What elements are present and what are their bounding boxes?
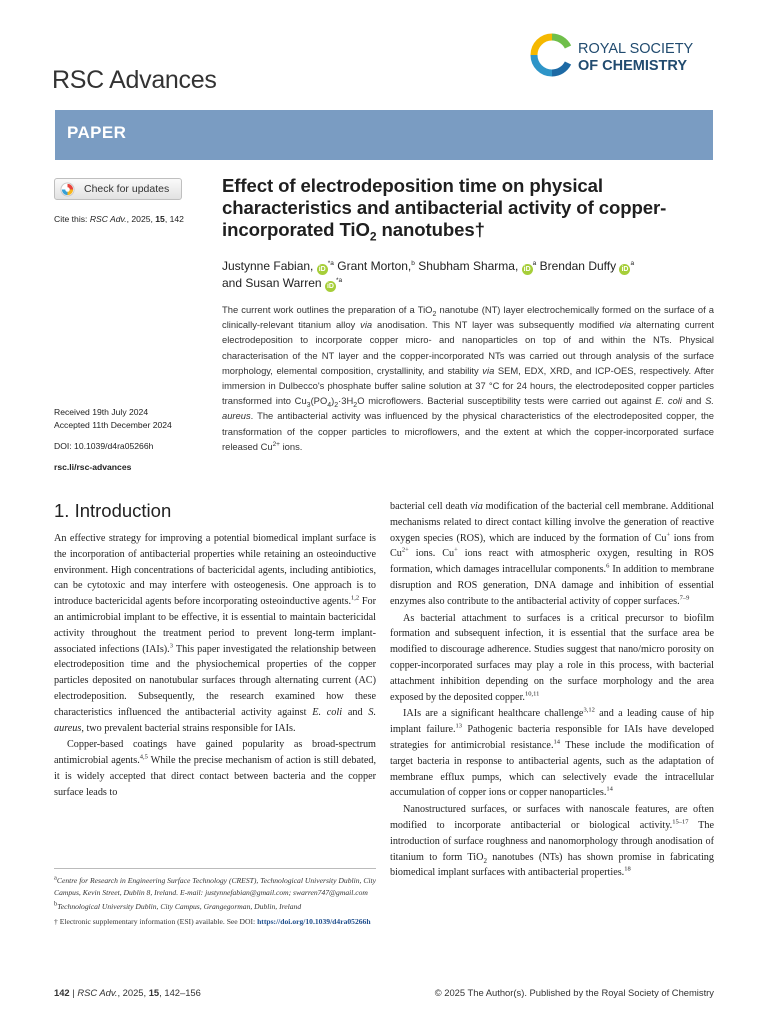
esi-note: † Electronic supplementary information (ESI) available. See DOI: https://doi.org/10.1039/d4ra05266h (54, 916, 371, 926)
paragraph: bacterial cell death via modification of the bacterial cell membrane. Additional mechanisms related to direct contact killing involve the generation of reactive oxygen species (ROS), which are induced by the formation of Cu+ ions from $Cu^{2+}$ ions. Cu+ ions react with atmospheric oxygen, resulting in ROS formation, which damages intracellular components.$^6$ In addition to membrane disruption and ROS generation, DNA damage and inhibition of essential enzymes also contribute to the antibacterial activity of copper surfaces.$^{7-9}$ (390, 501, 715, 607)
paragraph: IAIs are a significant healthcare challenge$^{3,12}$ and a leading cause of hip implant failure.$^{13}$ Pathogenic bacteria responsible for IAIs have developed strategies for antimicrobial resistance.$^{14}$ These include the modification of target bacteria in response to antibacterial agents, such as the adaptation of membrane efflux pumps, which can selectively evade the intracellular accumulation of copper ions or copper nanoparticles.$^{14}$ (390, 706, 714, 799)
footnote-divider (54, 868, 376, 869)
cite-journal: RSC Adv. (89, 214, 127, 224)
rsc-logo-mark-icon (530, 33, 574, 77)
journal-title: RSC Advances (52, 66, 217, 94)
orcid-icon[interactable]: iD (318, 266, 326, 273)
author[interactable]: Justynne Fabian, $iD^{*a}$ (222, 259, 334, 273)
cite-prefix: Cite this: (54, 214, 90, 224)
paragraph: Copper-based coatings have gained popularity as broad-spectrum antimicrobial agents.$^{4,5}$ While the precise mechanism of action is still debated, it is widely accepted that direct contact between bacteria and the copper surface leads to (54, 739, 376, 798)
citation-ref[interactable]: 13 (455, 722, 463, 730)
orcid-icon[interactable]: iD (621, 266, 629, 273)
citation-ref[interactable]: 10,11 (524, 690, 540, 698)
abstract: The current work outlines the preparation of a TiO$_2$ nanotube (NT) layer electrochemically formed on the surface of a clinically-relevant titanium alloy via anodisation. This NT layer was subsequently modified via alternating current electrodeposition to incorporate copper micro- and nanoparticles on top of and within the NTs. Physical characterisation of the NT layer and the copper-incorporated NTs was carried out through analysis of the surface morphology, elemental composition, crystallinity, and stability via SEM, EDX, XRD, and ICP-OES, respectively. After immersion in Dulbecco's phosphate buffer saline solution at 37 °C for 24 hours, the electrodeposited copper particles transformed into $Cu_3(PO_4)_2\cdot 3H_2O$ microflowers. Bacterial susceptibility tests were carried out against E. coli and S. aureus. The antibacterial activity was influenced by the physical characteristics of the electrodeposited copper, the transformation of the copper particles to microflowers, and the extent at which the copper-incorporated surface released $Cu^{2+}$ ions. (222, 304, 715, 452)
paragraph: An effective strategy for improving a potential biomedical implant surface is the incorporation of antibacterial properties while retaining an osteoinductive environment. High concentrations of bactericidal agents, including antibiotics, can be cytotoxic and may interfere with osteogenesis. One approach is to introduce bactericidal agents before incorporating osteoinductive agents.$^{1,2}$ For an antimicrobial implant to be effective, it is essential to maintain bactericidal activity throughout the treatment period to prevent long-term implant-associated infections (IAIs).$^3$ This paper investigated the relationship between electrodeposition time and the physiochemical properties of the copper particles deposited on nanotubular surfaces through alternating current (AC) electrodeposition. Subsequently, the research examined how these characteristics influenced the antibacterial activity against E. coli and S. aureus, two prevalent bacterial strains responsible for IAIs. (54, 533, 376, 734)
paragraph: Nanostructured surfaces, or surfaces with nanoscale features, are often modified to incorporate antibacterial or biological activity.$^{15-17}$ The introduction of surface roughness and nanomorphology through anodisation of titanium to form TiO$_2$ nanotubes (NTs) has shown promise in fabricating biomedical implant surfaces with antibacterial properties.$^{18}$ (390, 804, 714, 879)
cite-volume: 15 (155, 214, 165, 224)
orcid-icon[interactable]: iD (326, 283, 334, 290)
cite-year: , 2025, (126, 214, 156, 224)
check-for-updates-label: Check for updates (84, 183, 170, 195)
footnotes (54, 875, 376, 930)
citation-ref[interactable]: 3 (169, 642, 173, 650)
article-type-banner (55, 110, 713, 160)
page-number: 142 (54, 987, 70, 998)
citation-ref[interactable]: 14 (606, 785, 613, 793)
author-list (222, 258, 712, 292)
title-text: Effect of electrodeposition time on physical characteristics and antibacterial activity of copper-incorporated TiO (222, 175, 667, 240)
citation-ref[interactable]: 18 (624, 865, 631, 873)
citation-ref[interactable]: 3,12 (583, 706, 595, 714)
affiliation-a: $^a$Centre for Research in Engineering Surface Technology (CREST), Technological University Dublin, City Campus, Kevin Street, Dublin 8, Ireland. E-mail: justynnefabian@gmail.com; swarren747@gmail.com (54, 874, 376, 897)
title-subscript: 2 (369, 229, 377, 244)
body-column-right (390, 499, 714, 882)
section-heading-introduction: 1. Introduction (54, 500, 172, 521)
citation-ref[interactable]: 15–17 (672, 818, 689, 826)
citation-ref[interactable]: 7–9 (679, 594, 690, 602)
author[interactable]: and Susan Warren $iD^{*a}$ (222, 276, 343, 290)
article-dates (54, 406, 172, 432)
cite-page: , 142 (164, 214, 184, 224)
esi-doi-link[interactable]: https://doi.org/10.1039/d4ra05266h (257, 916, 371, 926)
citation-ref[interactable]: 1,2 (351, 594, 360, 602)
affiliation-b: $^b$Technological University Dublin, City Campus, Grangegorman, Dublin, Ireland (54, 900, 302, 912)
check-for-updates-button[interactable] (54, 178, 182, 200)
rsc-logo-line1: ROYAL SOCIETY (578, 41, 694, 57)
rsc-logo-line2: OF CHEMISTRY (578, 58, 688, 74)
journal-link[interactable]: rsc.li/rsc-advances (54, 462, 132, 472)
citation-ref[interactable]: 4,5 (139, 753, 148, 761)
accepted-date: Accepted 11th December 2024 (54, 420, 172, 430)
received-date: Received 19th July 2024 (54, 407, 149, 417)
paragraph: As bacterial attachment to surfaces is a critical precursor to biofilm formation and subsequent infection, it is essential that the surface area be modified to discourage adherence. Studies suggest that nano/micro porosity on copper-incorporated surfaces may play a role in this process, with bacterial attachment inhibition depending on the surface morphology and the area exposed by the deposited copper.$^{10,11}$ (390, 612, 714, 703)
article-title (222, 175, 722, 244)
cite-this (54, 213, 184, 226)
author[interactable]: Shubham Sharma, $iD^a$ (418, 259, 537, 273)
page-footer-left: 142 | RSC Adv., 2025, 15, 142–156 (54, 987, 201, 998)
author[interactable]: Brendan Duffy $iD^a$ (539, 259, 635, 273)
citation-ref[interactable]: 6 (606, 562, 610, 570)
citation-ref[interactable]: 14 (553, 738, 560, 746)
copyright-notice: © 2025 The Author(s). Published by the Royal Society of Chemistry (434, 987, 714, 998)
author[interactable]: Grant Morton,$^b$ (337, 259, 415, 273)
rsc-logo (530, 30, 720, 88)
doi[interactable]: DOI: 10.1039/d4ra05266h (54, 441, 154, 451)
orcid-icon[interactable]: iD (523, 266, 531, 273)
check-updates-icon (60, 182, 75, 197)
article-type-label: PAPER (67, 123, 127, 142)
title-end: nanotubes† (376, 219, 485, 240)
body-column-left (54, 531, 376, 802)
